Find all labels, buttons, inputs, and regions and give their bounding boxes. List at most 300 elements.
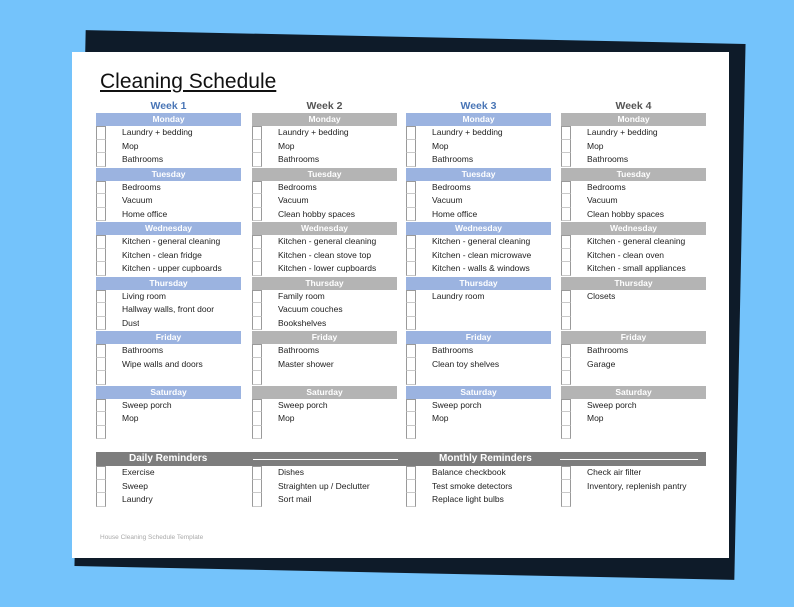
task-row — [252, 208, 397, 222]
task-label: Dust — [122, 317, 140, 328]
task-checkbox[interactable] — [561, 466, 571, 480]
task-row — [96, 194, 241, 208]
task-label: Test smoke detectors — [432, 480, 513, 491]
task-label: Vacuum — [278, 195, 309, 205]
task-checkbox[interactable] — [252, 126, 262, 140]
day-header: Tuesday — [96, 168, 241, 181]
task-label: Kitchen - clean fridge — [122, 249, 202, 260]
task-row — [406, 262, 551, 276]
task-row — [406, 371, 551, 385]
task-row — [406, 426, 551, 440]
task-label: Laundry + bedding — [122, 127, 193, 137]
task-checkbox[interactable] — [561, 303, 571, 317]
day-header: Tuesday — [561, 168, 706, 181]
task-checkbox[interactable] — [252, 153, 262, 167]
task-row — [406, 235, 551, 249]
task-row — [252, 493, 397, 507]
task-row — [96, 493, 241, 507]
day-header: Friday — [252, 331, 397, 344]
daily-reminders-label: Daily Reminders — [129, 453, 208, 464]
task-row — [406, 466, 551, 480]
task-label: Bathrooms — [122, 345, 164, 355]
task-label: Laundry + bedding — [587, 127, 658, 137]
task-label: Kitchen - clean oven — [587, 249, 665, 260]
task-label — [416, 303, 432, 317]
task-checkbox[interactable] — [561, 140, 571, 154]
task-row — [252, 249, 397, 263]
task-row — [252, 344, 397, 358]
day-header: Wednesday — [406, 222, 551, 235]
day-task-group — [96, 181, 241, 222]
task-label — [571, 426, 587, 440]
task-checkbox[interactable] — [561, 290, 571, 304]
day-header: Monday — [96, 113, 241, 126]
day-header: Tuesday — [406, 168, 551, 181]
task-row — [406, 480, 551, 494]
task-row — [406, 399, 551, 413]
task-row — [96, 235, 241, 249]
task-row — [406, 181, 551, 195]
task-checkbox[interactable] — [406, 412, 416, 426]
day-task-group — [561, 399, 706, 440]
day-header: Saturday — [252, 386, 397, 399]
task-row — [96, 344, 241, 358]
week-label: Week 1 — [150, 100, 187, 112]
task-row — [561, 208, 706, 222]
task-label: Sweep — [122, 480, 148, 491]
task-label: Closets — [587, 290, 616, 301]
task-label: Kitchen - general cleaning — [432, 236, 531, 246]
task-row — [561, 140, 706, 154]
day-task-group — [406, 344, 551, 385]
day-task-group — [96, 399, 241, 440]
task-label: Mop — [432, 140, 449, 151]
day-task-group — [252, 344, 397, 385]
task-checkbox[interactable] — [561, 235, 571, 249]
reminder-column — [96, 466, 241, 507]
task-row — [96, 208, 241, 222]
day-header: Monday — [561, 113, 706, 126]
task-checkbox[interactable] — [252, 262, 262, 276]
monthly-reminders-label: Monthly Reminders — [439, 453, 532, 464]
task-checkbox[interactable] — [406, 126, 416, 140]
task-checkbox[interactable] — [96, 153, 106, 167]
task-label: Kitchen - general cleaning — [587, 236, 686, 246]
task-row — [96, 399, 241, 413]
task-checkbox[interactable] — [406, 426, 416, 440]
task-label: Laundry + bedding — [432, 127, 503, 137]
day-header: Thursday — [252, 277, 397, 290]
week-label: Week 3 — [460, 100, 497, 112]
task-label: Bathrooms — [278, 154, 320, 164]
task-label — [416, 371, 432, 385]
task-checkbox[interactable] — [561, 194, 571, 208]
task-label: Inventory, replenish pantry — [587, 480, 687, 491]
task-checkbox[interactable] — [252, 317, 262, 331]
task-row — [252, 290, 397, 304]
task-row — [96, 412, 241, 426]
task-row — [561, 303, 706, 317]
task-label — [571, 371, 587, 385]
task-checkbox[interactable] — [406, 358, 416, 372]
task-checkbox[interactable] — [406, 194, 416, 208]
task-row — [561, 317, 706, 331]
day-task-group — [252, 290, 397, 331]
day-header: Saturday — [406, 386, 551, 399]
task-label: Mop — [587, 413, 604, 423]
task-checkbox[interactable] — [252, 249, 262, 263]
task-label — [106, 371, 122, 385]
task-checkbox[interactable] — [252, 303, 262, 317]
task-row — [406, 493, 551, 507]
day-task-group — [406, 235, 551, 276]
task-label: Sweep porch — [122, 399, 172, 410]
task-checkbox[interactable] — [96, 208, 106, 222]
task-row — [406, 290, 551, 304]
task-row — [96, 426, 241, 440]
week-column — [96, 99, 241, 439]
task-row — [561, 399, 706, 413]
task-checkbox[interactable] — [252, 235, 262, 249]
task-checkbox[interactable] — [252, 371, 262, 385]
task-checkbox[interactable] — [252, 480, 262, 494]
task-checkbox[interactable] — [252, 412, 262, 426]
task-label: Master shower — [278, 358, 334, 369]
task-label: Wipe walls and doors — [122, 358, 203, 369]
task-label: Kitchen - walls & windows — [432, 263, 530, 273]
day-header: Thursday — [96, 277, 241, 290]
task-label: Check air filter — [587, 467, 642, 477]
task-checkbox[interactable] — [252, 140, 262, 154]
day-header: Thursday — [406, 277, 551, 290]
task-checkbox[interactable] — [561, 344, 571, 358]
task-label: Kitchen - general cleaning — [122, 236, 221, 246]
task-label: Mop — [122, 413, 139, 423]
task-row — [561, 493, 706, 507]
task-checkbox[interactable] — [252, 194, 262, 208]
task-checkbox[interactable] — [252, 466, 262, 480]
task-checkbox[interactable] — [406, 290, 416, 304]
task-row — [96, 181, 241, 195]
task-row — [252, 303, 397, 317]
task-row — [252, 317, 397, 331]
task-label: Bathrooms — [587, 345, 629, 355]
task-row — [406, 208, 551, 222]
task-checkbox[interactable] — [96, 480, 106, 494]
task-checkbox[interactable] — [96, 426, 106, 440]
day-header: Saturday — [96, 386, 241, 399]
task-checkbox[interactable] — [252, 426, 262, 440]
task-checkbox[interactable] — [561, 399, 571, 413]
task-label — [262, 371, 278, 385]
task-checkbox[interactable] — [406, 208, 416, 222]
task-row — [406, 140, 551, 154]
task-row — [561, 412, 706, 426]
task-checkbox[interactable] — [252, 208, 262, 222]
task-row — [96, 153, 241, 167]
day-task-group — [561, 235, 706, 276]
task-checkbox[interactable] — [561, 262, 571, 276]
task-label: Laundry room — [432, 290, 485, 301]
day-header: Monday — [406, 113, 551, 126]
task-row — [96, 140, 241, 154]
task-checkbox[interactable] — [252, 344, 262, 358]
task-checkbox[interactable] — [96, 399, 106, 413]
task-checkbox[interactable] — [96, 358, 106, 372]
task-row — [252, 371, 397, 385]
task-label: Replace light bulbs — [432, 494, 504, 504]
task-checkbox[interactable] — [406, 480, 416, 494]
task-row — [96, 249, 241, 263]
day-header: Wednesday — [252, 222, 397, 235]
day-task-group — [406, 126, 551, 167]
day-header: Thursday — [561, 277, 706, 290]
task-label: Laundry + bedding — [278, 127, 349, 137]
task-row — [406, 358, 551, 372]
task-checkbox[interactable] — [561, 493, 571, 507]
task-row — [406, 303, 551, 317]
task-checkbox[interactable] — [406, 493, 416, 507]
task-checkbox[interactable] — [96, 371, 106, 385]
task-label: Sweep porch — [278, 399, 328, 410]
day-task-group — [252, 399, 397, 440]
week-column — [561, 99, 706, 439]
task-row — [252, 140, 397, 154]
task-label: Bathrooms — [432, 154, 474, 164]
task-row — [96, 466, 241, 480]
task-row — [561, 466, 706, 480]
task-checkbox[interactable] — [406, 235, 416, 249]
task-checkbox[interactable] — [406, 317, 416, 331]
task-label: Hallway walls, front door — [122, 304, 215, 314]
task-checkbox[interactable] — [406, 344, 416, 358]
task-checkbox[interactable] — [252, 290, 262, 304]
task-checkbox[interactable] — [561, 412, 571, 426]
task-checkbox[interactable] — [96, 412, 106, 426]
task-row — [561, 371, 706, 385]
task-checkbox[interactable] — [406, 303, 416, 317]
day-task-group — [252, 235, 397, 276]
daily-reminders-header — [96, 452, 406, 466]
task-checkbox[interactable] — [96, 140, 106, 154]
task-label: Sort mail — [278, 494, 312, 504]
day-header: Saturday — [561, 386, 706, 399]
task-row — [252, 480, 397, 494]
task-label: Bathrooms — [587, 154, 629, 164]
task-row — [96, 126, 241, 140]
task-label: Garage — [587, 358, 616, 369]
task-checkbox[interactable] — [561, 371, 571, 385]
task-row — [561, 262, 706, 276]
task-label: Kitchen - upper cupboards — [122, 263, 222, 273]
task-row — [561, 480, 706, 494]
task-row — [561, 126, 706, 140]
task-checkbox[interactable] — [252, 358, 262, 372]
task-label: Family room — [278, 290, 325, 301]
task-row — [96, 262, 241, 276]
day-task-group — [96, 344, 241, 385]
day-header: Tuesday — [252, 168, 397, 181]
task-label: Vacuum — [122, 195, 153, 205]
task-checkbox[interactable] — [561, 426, 571, 440]
task-label: Home office — [122, 208, 168, 219]
task-checkbox[interactable] — [96, 317, 106, 331]
task-row — [406, 344, 551, 358]
task-checkbox[interactable] — [561, 249, 571, 263]
task-row — [252, 126, 397, 140]
task-row — [252, 194, 397, 208]
task-checkbox[interactable] — [96, 235, 106, 249]
week-column — [252, 99, 397, 439]
reminder-column — [561, 466, 706, 507]
day-header: Wednesday — [96, 222, 241, 235]
task-checkbox[interactable] — [561, 126, 571, 140]
task-checkbox[interactable] — [96, 194, 106, 208]
task-row — [252, 262, 397, 276]
day-task-group — [252, 126, 397, 167]
day-task-group — [406, 290, 551, 331]
week-label: Week 2 — [306, 100, 343, 112]
task-checkbox[interactable] — [561, 181, 571, 195]
task-row — [252, 466, 397, 480]
day-task-group — [406, 399, 551, 440]
task-label: Clean hobby spaces — [278, 208, 356, 219]
day-task-group — [406, 181, 551, 222]
task-checkbox[interactable] — [96, 493, 106, 507]
reminder-column — [252, 466, 397, 507]
task-label: Bedrooms — [278, 181, 317, 192]
task-row — [96, 480, 241, 494]
task-checkbox[interactable] — [561, 208, 571, 222]
task-label: Clean hobby spaces — [587, 208, 665, 219]
task-label — [416, 317, 432, 331]
task-row — [561, 194, 706, 208]
daily-reminders-divider — [253, 459, 398, 460]
task-row — [406, 412, 551, 426]
task-label: Dishes — [278, 467, 304, 477]
task-label: Bathrooms — [432, 345, 474, 355]
task-checkbox[interactable] — [96, 181, 106, 195]
task-label — [106, 426, 122, 440]
task-row — [561, 426, 706, 440]
task-row — [252, 153, 397, 167]
task-checkbox[interactable] — [96, 290, 106, 304]
task-label: Balance checkbook — [432, 467, 506, 477]
day-task-group — [561, 290, 706, 331]
task-checkbox[interactable] — [561, 480, 571, 494]
task-row — [96, 358, 241, 372]
day-task-group — [561, 181, 706, 222]
monthly-reminders-header — [406, 452, 706, 466]
task-label: Kitchen - lower cupboards — [278, 263, 377, 273]
task-checkbox[interactable] — [406, 262, 416, 276]
week-column — [406, 99, 551, 439]
task-label: Kitchen - clean microwave — [432, 249, 532, 260]
task-label — [571, 303, 587, 317]
task-label — [416, 426, 432, 440]
task-checkbox[interactable] — [561, 317, 571, 331]
day-task-group — [252, 181, 397, 222]
task-label: Bedrooms — [432, 181, 471, 192]
task-checkbox[interactable] — [406, 466, 416, 480]
task-label: Bedrooms — [122, 181, 161, 192]
task-row — [561, 358, 706, 372]
monthly-reminders-divider — [560, 459, 698, 460]
task-checkbox[interactable] — [96, 466, 106, 480]
task-label: Bookshelves — [278, 317, 327, 328]
task-row — [561, 235, 706, 249]
task-checkbox[interactable] — [96, 344, 106, 358]
footer-text: House Cleaning Schedule Template — [100, 534, 204, 541]
task-label: Living room — [122, 290, 166, 301]
task-label: Bathrooms — [278, 345, 320, 355]
day-header: Friday — [96, 331, 241, 344]
task-label: Mop — [122, 140, 139, 151]
task-label: Bedrooms — [587, 181, 626, 192]
task-checkbox[interactable] — [406, 399, 416, 413]
task-checkbox[interactable] — [561, 153, 571, 167]
task-checkbox[interactable] — [252, 399, 262, 413]
task-label: Straighten up / Declutter — [278, 480, 370, 491]
task-checkbox[interactable] — [252, 181, 262, 195]
task-checkbox[interactable] — [406, 371, 416, 385]
task-label: Sweep porch — [432, 399, 482, 410]
task-label: Vacuum — [432, 195, 463, 205]
task-checkbox[interactable] — [96, 249, 106, 263]
task-label: Sweep porch — [587, 399, 637, 410]
task-checkbox[interactable] — [561, 358, 571, 372]
task-row — [252, 412, 397, 426]
task-label: Home office — [432, 208, 478, 219]
day-header: Friday — [561, 331, 706, 344]
reminder-column — [406, 466, 551, 507]
task-label — [262, 426, 278, 440]
task-row — [406, 249, 551, 263]
task-row — [406, 194, 551, 208]
task-row — [252, 426, 397, 440]
task-row — [406, 317, 551, 331]
task-checkbox[interactable] — [406, 249, 416, 263]
task-row — [252, 358, 397, 372]
task-checkbox[interactable] — [406, 153, 416, 167]
task-checkbox[interactable] — [96, 262, 106, 276]
task-checkbox[interactable] — [406, 140, 416, 154]
day-task-group — [96, 126, 241, 167]
task-row — [252, 399, 397, 413]
week-label: Week 4 — [615, 100, 652, 112]
task-row — [252, 235, 397, 249]
task-label: Vacuum couches — [278, 304, 343, 314]
day-header: Wednesday — [561, 222, 706, 235]
task-row — [561, 181, 706, 195]
task-checkbox[interactable] — [96, 126, 106, 140]
task-label: Vacuum — [587, 195, 618, 205]
task-row — [96, 371, 241, 385]
day-task-group — [561, 126, 706, 167]
task-label: Kitchen - clean stove top — [278, 249, 372, 260]
task-checkbox[interactable] — [96, 303, 106, 317]
task-label: Mop — [278, 140, 295, 151]
task-row — [406, 126, 551, 140]
task-row — [96, 317, 241, 331]
task-label — [571, 317, 587, 331]
day-header: Friday — [406, 331, 551, 344]
task-label: Exercise — [122, 467, 155, 477]
task-row — [406, 153, 551, 167]
task-checkbox[interactable] — [406, 181, 416, 195]
task-checkbox[interactable] — [252, 493, 262, 507]
day-header: Monday — [252, 113, 397, 126]
